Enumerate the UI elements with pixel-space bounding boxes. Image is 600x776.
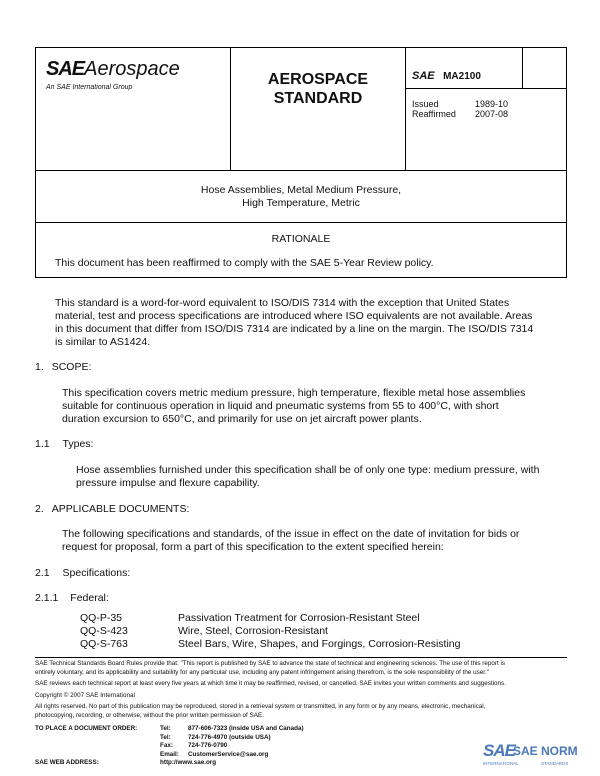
watermark-sub2: STANDARDS: [541, 761, 569, 766]
footer-line: Copyright © 2007 SAE International: [35, 691, 135, 699]
spec-code: QQ-S-763: [80, 638, 128, 650]
issued-label: Issued: [412, 99, 439, 109]
email-label: Email:: [160, 750, 179, 758]
order-contacts: [160, 725, 304, 768]
scope-text: [62, 387, 567, 426]
contact-row: [160, 751, 304, 760]
intro-line: in this document that differ from ISO/DIS 7314 are indicated by a line on the margin. The ISO/DIS 7314: [55, 323, 534, 335]
federal-num: 2.1.1: [35, 592, 59, 604]
logo-sae: SAE: [46, 58, 85, 80]
doc-number: MA2100: [443, 71, 481, 82]
header-title-box: [230, 47, 406, 171]
footer-line: entirely voluntary, and its applicability and suitability for any particular use, including any patent infringement arising therefrom, is the sole responsibility of the user.": [35, 668, 489, 676]
types-title: Types:: [62, 438, 94, 450]
spec-row: [80, 612, 560, 625]
specs-title: Specifications:: [62, 567, 131, 579]
footer-line: photocopying, recording, or otherwise, without the prior written permission of SAE.: [35, 711, 264, 719]
specs-heading: [35, 567, 130, 579]
applicable-text: [62, 528, 567, 554]
types-text: [76, 464, 567, 490]
tel-value: 877-606-7323 (inside USA and Canada): [188, 725, 304, 732]
watermark-sae-icon: SAE: [483, 741, 515, 760]
tel2-label: Tel:: [160, 733, 171, 741]
spec-desc: Wire, Steel, Corrosion-Resistant: [178, 625, 328, 637]
intro-line: is similar to AS1424.: [55, 336, 151, 348]
contact-row: [160, 759, 304, 768]
applicable-heading: [35, 503, 189, 515]
intro-line: material, test and process specifications are introduced where ISO equivalents are not available. Areas: [55, 310, 533, 322]
intro-line: This standard is a word-for-word equivalent to ISO/DIS 7314 with the exception that United States: [55, 297, 510, 309]
logo-aerospace: Aerospace: [84, 58, 180, 80]
document-title-line2: High Temperature, Metric: [242, 197, 360, 209]
document-title: [35, 184, 567, 210]
watermark-norm: SAE NORM: [513, 744, 578, 758]
federal-heading: [35, 592, 109, 604]
order-label: TO PLACE A DOCUMENT ORDER:: [35, 725, 138, 732]
header-blank-box: [522, 47, 567, 89]
applicable-title: APPLICABLE DOCUMENTS:: [51, 503, 190, 515]
scope-line: This specification covers metric medium pressure, high temperature, flexible metal hose assemblies: [62, 387, 526, 399]
specs-num: 2.1: [35, 567, 50, 579]
sae-norm-watermark: [483, 741, 595, 771]
footer-divider: [35, 657, 567, 658]
spec-desc: Passivation Treatment for Corrosion-Resistant Steel: [178, 612, 420, 624]
applicable-line: request for proposal, form a part of this specification to the extent specified herein:: [62, 541, 444, 553]
spec-code: QQ-S-423: [80, 625, 128, 637]
standard-title-line2: STANDARD: [273, 90, 363, 107]
reaffirmed-label: Reaffirmed: [412, 109, 456, 119]
scope-line: suitable for continuous operation in liquid and pneumatic systems from 55 to 400°C, with short: [62, 400, 499, 412]
rationale-text: This document has been reaffirmed to comply with the SAE 5-Year Review policy.: [55, 257, 434, 269]
reaffirmed-value: 2007-08: [475, 109, 509, 119]
applicable-num: 2.: [35, 503, 44, 515]
scope-line: duration excursion to 650°C, and primarily for use on jet aircraft power plants.: [62, 413, 422, 425]
fax-value: 724-776-0790: [188, 742, 228, 750]
issued-value: 1989-10: [475, 99, 509, 109]
types-line: pressure impulse and flexure capability.: [76, 477, 260, 489]
logo-tagline: An SAE International Group: [46, 84, 133, 91]
rationale-heading: RATIONALE: [271, 233, 331, 245]
standard-title: [230, 70, 406, 108]
email-value[interactable]: CustomerService@sae.org: [188, 750, 269, 758]
web-value[interactable]: http://www.sae.org: [160, 759, 217, 767]
spec-row: [80, 625, 560, 638]
types-num: 1.1: [35, 438, 50, 450]
standard-title-line1: AEROSPACE: [267, 71, 369, 88]
web-label: SAE WEB ADDRESS:: [35, 759, 99, 766]
sae-aerospace-logo: [46, 58, 180, 81]
spec-code: QQ-P-35: [80, 612, 123, 624]
document-title-line1: Hose Assemblies, Metal Medium Pressure,: [200, 184, 402, 196]
scope-num: 1.: [35, 361, 44, 373]
applicable-line: The following specifications and standards, of the issue in effect on the date of invitation for bids or: [62, 528, 520, 540]
footer-line: SAE Technical Standards Board Rules provide that: "This report is published by SAE to advance the state of technical and engineering sciences. The use of this report is: [35, 660, 505, 667]
footer-notices: [35, 660, 570, 721]
scope-heading: [35, 361, 91, 373]
federal-specs-list: [80, 612, 560, 651]
types-heading: [35, 438, 93, 450]
spec-desc: Steel Bars, Wire, Shapes, and Forgings, Corrosion-Resisting: [178, 638, 461, 650]
contact-row: [160, 725, 304, 734]
tel2-value: 724-776-4970 (outside USA): [188, 733, 271, 741]
contact-row: [160, 734, 304, 743]
scope-title: SCOPE:: [51, 361, 92, 373]
types-line: Hose assemblies furnished under this specification shall be of only one type: medium pressure, with: [76, 464, 540, 476]
fax-label: Fax:: [160, 742, 173, 750]
federal-title: Federal:: [70, 592, 109, 604]
watermark-sub1: INTERNATIONAL: [483, 761, 519, 766]
contact-row: [160, 742, 304, 751]
doc-logo-sae: SAE: [412, 70, 435, 82]
tel-label: Tel:: [160, 725, 171, 732]
spec-row: [80, 638, 560, 651]
footer-line: SAE reviews each technical report at least every five years at which time it may be reaffirmed, revised, or cancelled. SAE invites your written comments and suggestions.: [35, 680, 506, 688]
intro-paragraph: [55, 297, 565, 349]
doc-number-group: [412, 66, 481, 84]
footer-line: All rights reserved. No part of this publication may be reproduced, stored in a retrieval system or transmitted, in any form or by any means, electronic, mechanical,: [35, 703, 486, 711]
